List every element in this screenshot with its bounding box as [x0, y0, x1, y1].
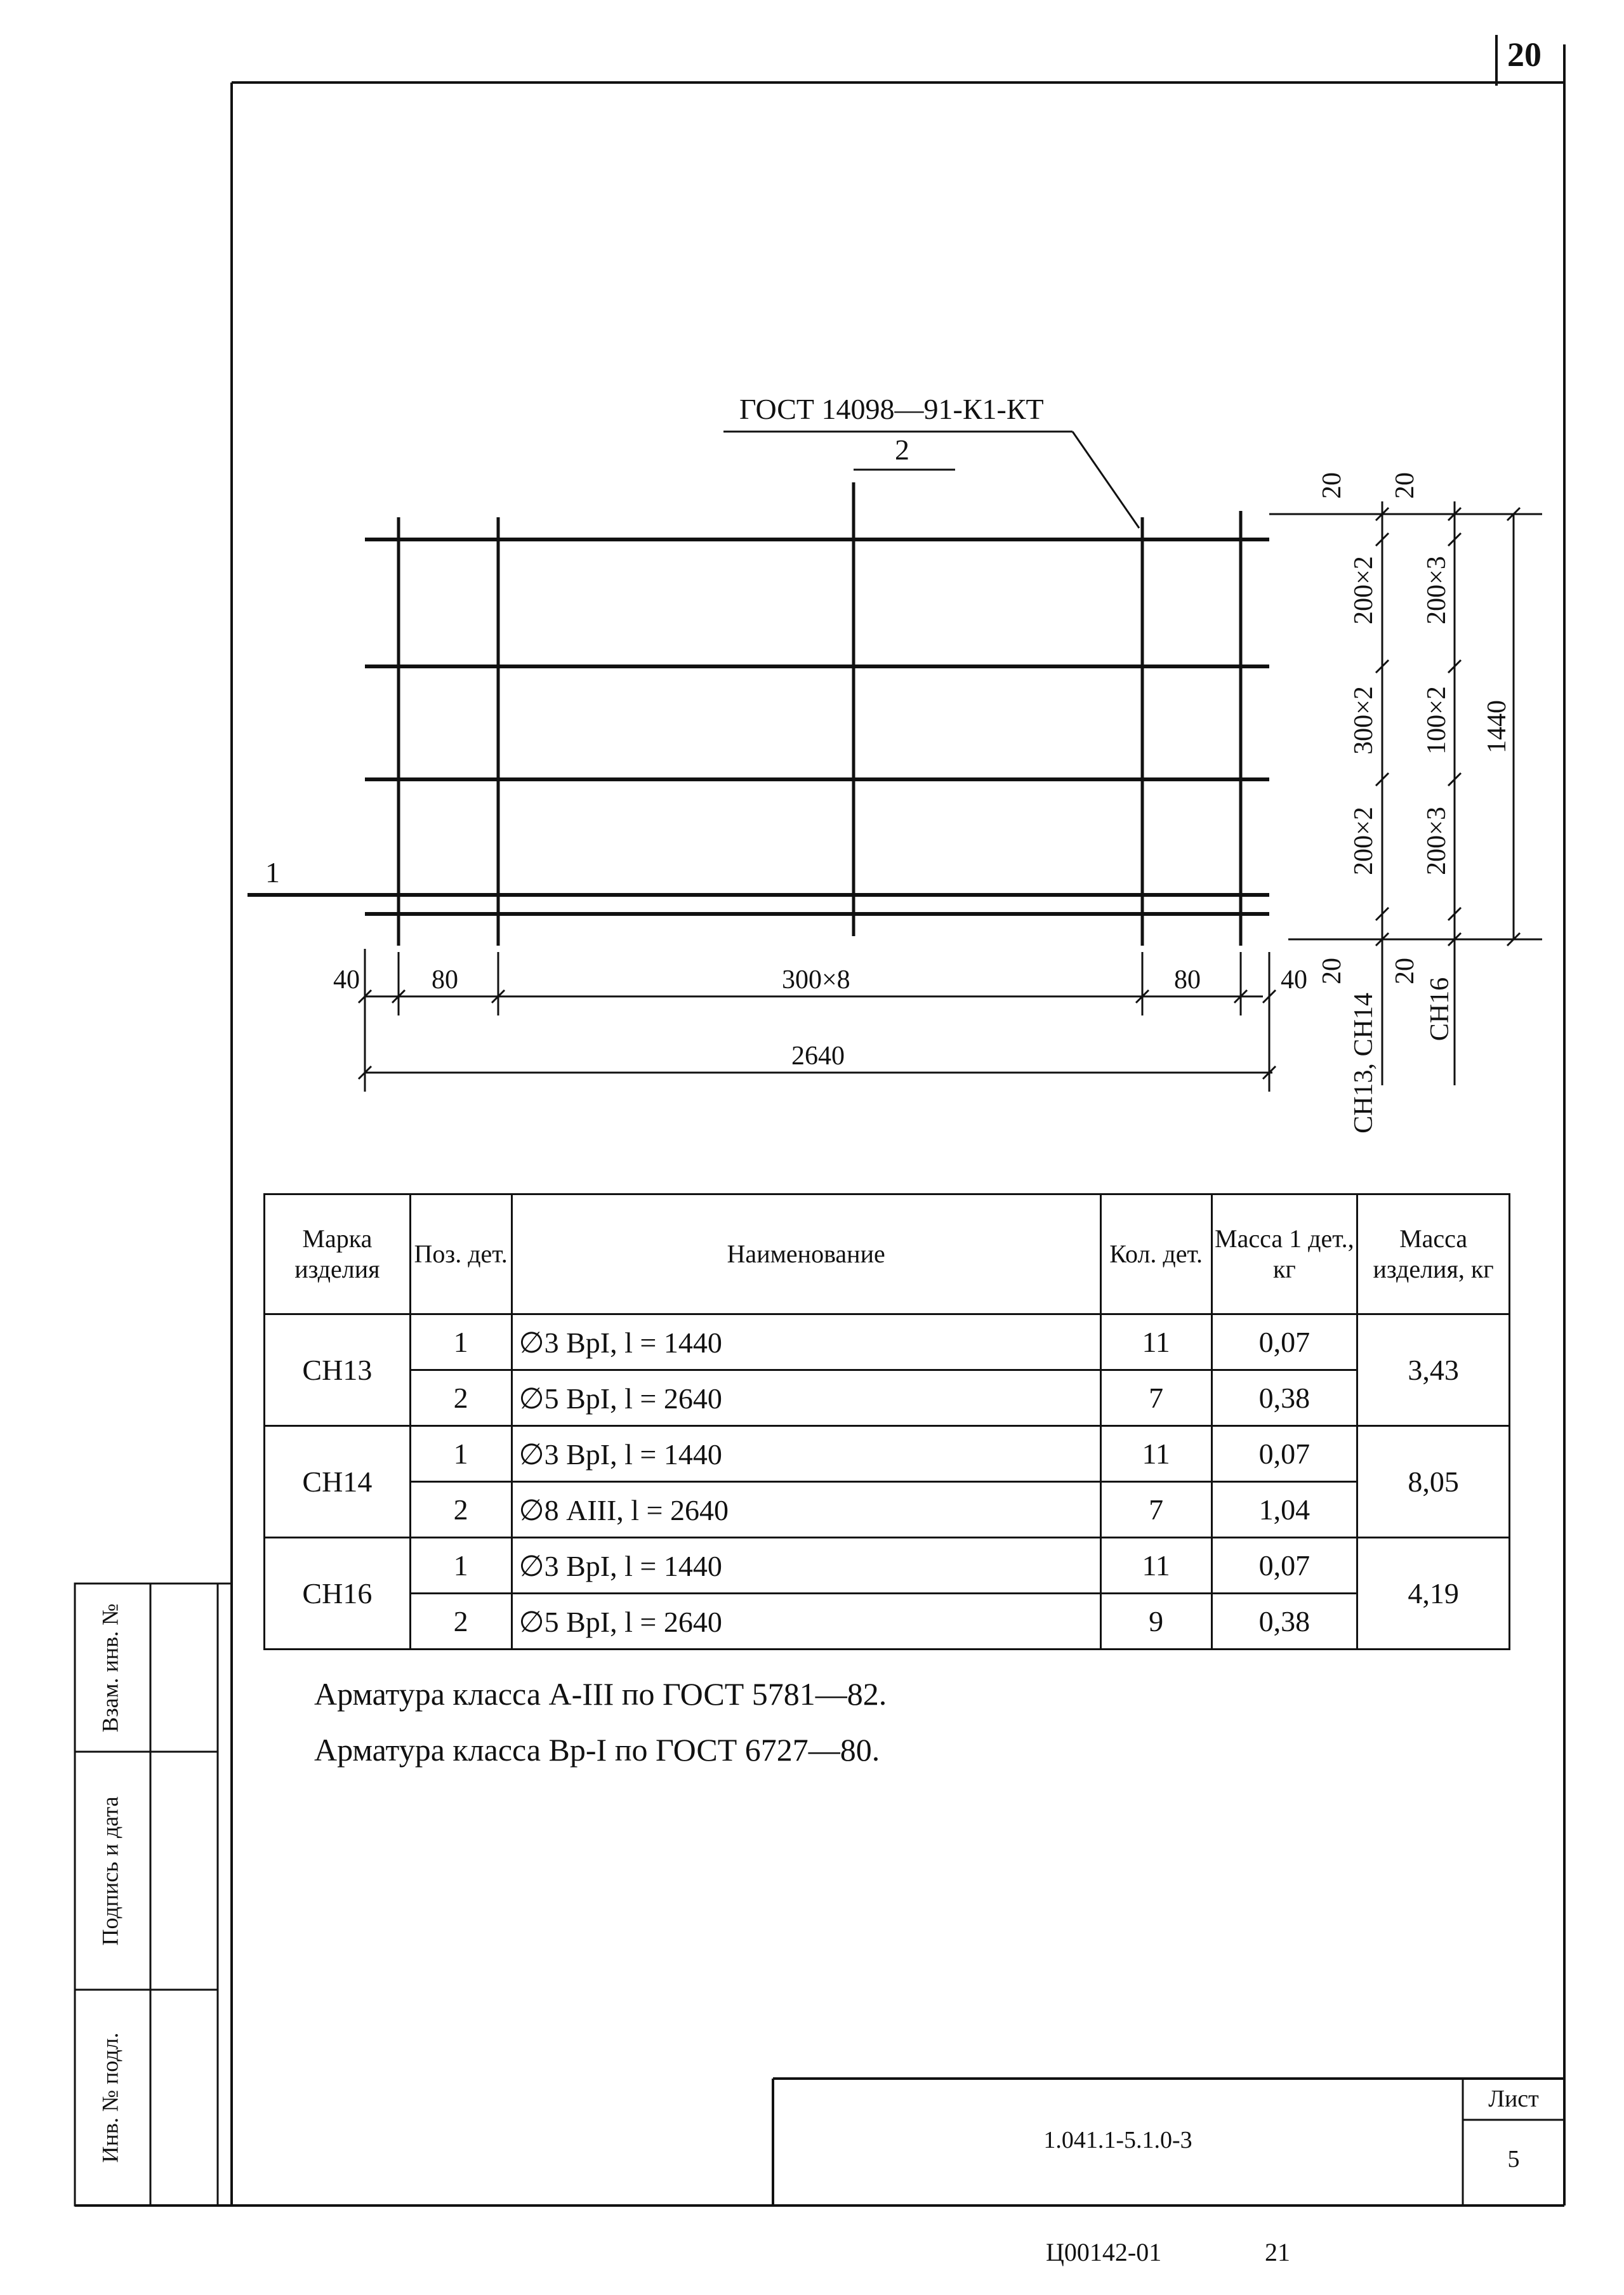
cell-pos: 2: [410, 1482, 512, 1538]
cell-name: ∅3 ВрI, l = 1440: [512, 1538, 1100, 1594]
cell-name: ∅5 ВрI, l = 2640: [512, 1594, 1100, 1650]
dim-v-right-seg1: 200×3: [1422, 556, 1451, 625]
table-row: [265, 1482, 1510, 1538]
table-row: [265, 1426, 1510, 1482]
stamp-original-inventory: Инв. № подл.: [97, 2032, 123, 2163]
cell-mass-total: 8,05: [1357, 1426, 1510, 1538]
position-2-label: 2: [895, 433, 909, 466]
document-code: 1.041.1-5.1.0-3: [1043, 2127, 1192, 2153]
stamp-signature-date: Подпись и дата: [97, 1796, 123, 1946]
cell-mass: 0,07: [1211, 1538, 1357, 1594]
sheet-label: Лист: [1488, 2086, 1539, 2112]
cell-name: ∅3 ВрI, l = 1440: [512, 1426, 1100, 1482]
table-row: [265, 1538, 1510, 1594]
header-mass-total: Масса изделия, кг: [1357, 1194, 1510, 1314]
cell-name: ∅5 ВрI, l = 2640: [512, 1370, 1100, 1426]
cell-name: ∅3 ВрI, l = 1440: [512, 1314, 1100, 1370]
header-mass-one: Масса 1 дет., кг: [1211, 1194, 1357, 1314]
header-mark: Марка изделия: [265, 1194, 411, 1314]
specification-table: [263, 1193, 1510, 1650]
dim-v-left-bottom: 20: [1317, 958, 1347, 984]
dim-right-span: 80: [1174, 965, 1201, 995]
dim-v-right-top: 20: [1390, 472, 1420, 499]
header-pos: Поз. дет.: [410, 1194, 512, 1314]
cell-qty: 11: [1100, 1314, 1211, 1370]
stamp-replacement-inventory: Взам. инв. №: [97, 1603, 123, 1733]
cell-qty: 7: [1100, 1370, 1211, 1426]
table-header-row: [265, 1194, 1510, 1314]
table-row: [265, 1314, 1510, 1370]
dim-v-right-bottom: 20: [1390, 958, 1420, 984]
dim-v-right-seg2: 100×2: [1422, 686, 1451, 755]
cell-pos: 2: [410, 1594, 512, 1650]
dim-v-left-seg1: 200×2: [1349, 556, 1378, 625]
cell-mass: 0,38: [1211, 1370, 1357, 1426]
cell-mass-total: 4,19: [1357, 1538, 1510, 1650]
cell-qty: 11: [1100, 1538, 1211, 1594]
cell-mark: СН14: [265, 1426, 411, 1538]
caption-sn16: СН16: [1425, 977, 1455, 1042]
header-name: Наименование: [512, 1194, 1100, 1314]
cell-mass: 0,07: [1211, 1314, 1357, 1370]
note-line: Арматура класса А-III по ГОСТ 5781—82.: [314, 1676, 887, 1712]
footer-page-number: 21: [1265, 2238, 1290, 2266]
gost-callout-label: ГОСТ 14098—91-К1-КТ: [739, 393, 1044, 425]
cell-mass-total: 3,43: [1357, 1314, 1510, 1426]
dim-left-span: 80: [432, 965, 458, 995]
cell-pos: 1: [410, 1426, 512, 1482]
footer-code: Ц00142-01: [1046, 2238, 1162, 2266]
cell-name: ∅8 АIII, l = 2640: [512, 1482, 1100, 1538]
cell-mark: СН13: [265, 1314, 411, 1426]
header-qty: Кол. дет.: [1100, 1194, 1211, 1314]
cell-qty: 9: [1100, 1594, 1211, 1650]
dim-v-left-seg2: 300×2: [1349, 686, 1378, 755]
table-row: [265, 1370, 1510, 1426]
cell-mass: 0,38: [1211, 1594, 1357, 1650]
dim-right-edge: 40: [1281, 965, 1307, 995]
sheet-corner-number: 20: [1507, 36, 1541, 74]
caption-sn13-sn14: СН13, СН14: [1349, 993, 1378, 1134]
note-line: Арматура класса Вр-I по ГОСТ 6727—80.: [314, 1732, 880, 1768]
cell-qty: 11: [1100, 1426, 1211, 1482]
cell-mass: 0,07: [1211, 1426, 1357, 1482]
cell-pos: 1: [410, 1314, 512, 1370]
dim-v-right-seg3: 200×3: [1422, 807, 1451, 875]
dim-v-left-top: 20: [1317, 472, 1347, 499]
dim-v-left-seg3: 200×2: [1349, 807, 1378, 875]
cell-pos: 2: [410, 1370, 512, 1426]
position-1-label: 1: [265, 856, 280, 889]
dim-middle-span: 300×8: [782, 965, 850, 995]
cell-mass: 1,04: [1211, 1482, 1357, 1538]
table-row: [265, 1594, 1510, 1650]
dim-overall-length: 2640: [791, 1042, 845, 1071]
sheet-number: 5: [1507, 2146, 1520, 2173]
cell-pos: 1: [410, 1538, 512, 1594]
dim-overall-height: 1440: [1482, 700, 1512, 753]
cell-mark: СН16: [265, 1538, 411, 1650]
cell-qty: 7: [1100, 1482, 1211, 1538]
dim-left-edge: 40: [333, 965, 360, 995]
